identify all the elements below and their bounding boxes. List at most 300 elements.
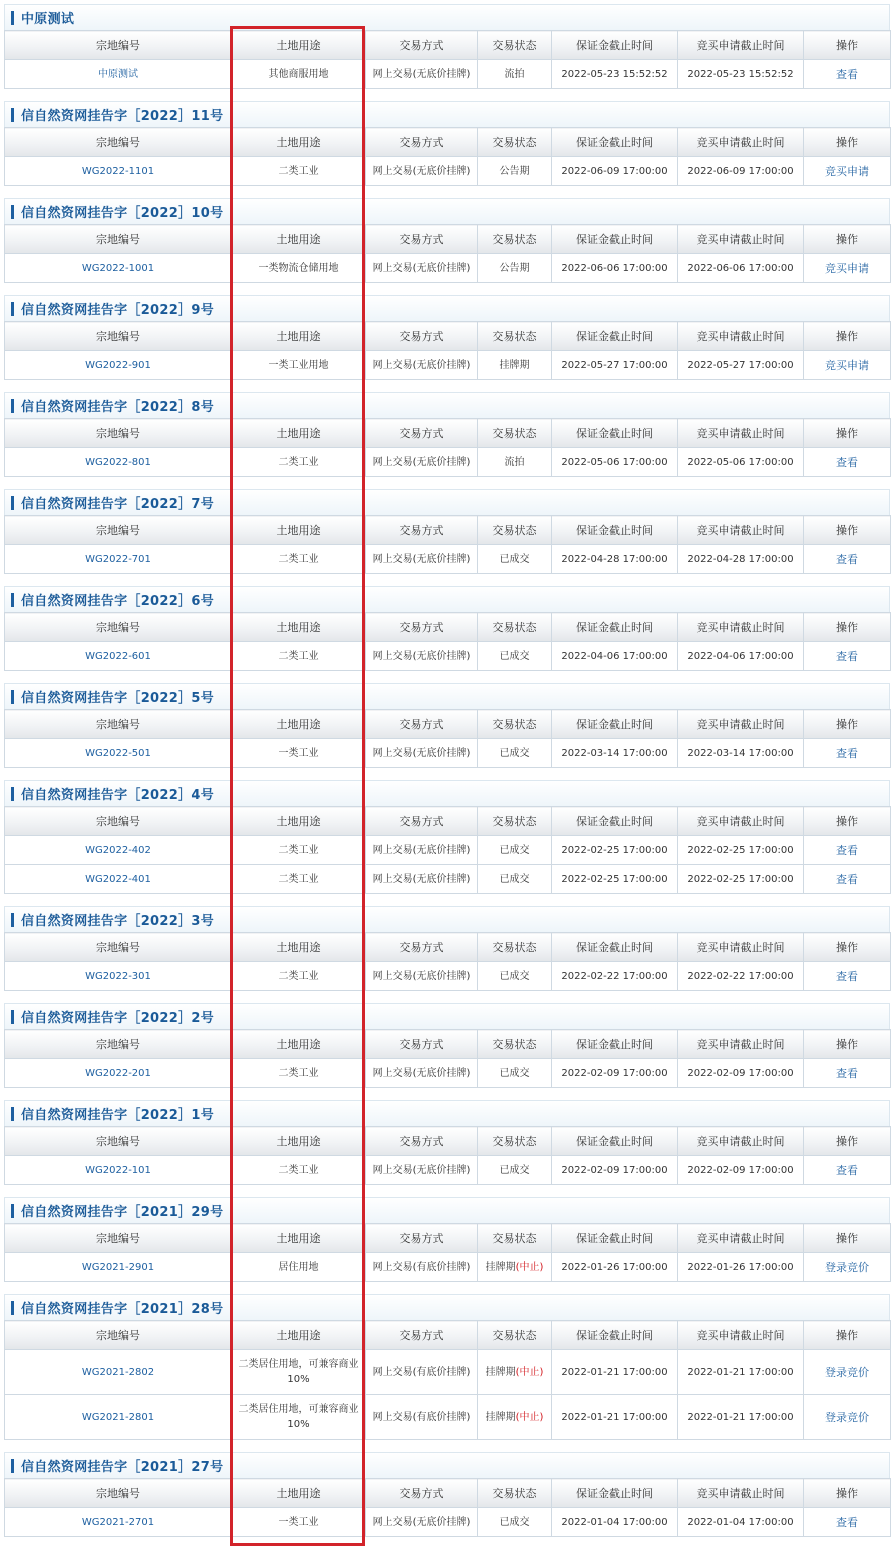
header-bid-deadline: 竞买申请截止时间 — [678, 933, 804, 962]
notice-title-bar — [4, 392, 890, 418]
notice-section — [4, 101, 890, 186]
table-header-row — [5, 322, 891, 351]
header-bid-deadline: 竞买申请截止时间 — [678, 1030, 804, 1059]
notice-title: 信自然资网挂告字［2022］7号 — [21, 497, 215, 512]
trade-mode-cell: 网上交易(无底价挂牌) — [366, 60, 478, 89]
header-deposit-deadline: 保证金截止时间 — [552, 1321, 678, 1350]
status-text: 流拍 — [504, 456, 525, 468]
parcel-id-link[interactable]: WG2021-2701 — [5, 1508, 232, 1537]
action-link[interactable]: 登录竞价 — [804, 1253, 891, 1282]
notice-section — [4, 906, 890, 991]
header-trade-status: 交易状态 — [478, 933, 552, 962]
status-text: 挂牌期 — [485, 1261, 516, 1273]
suspended-badge: (中止) — [515, 1261, 544, 1273]
trade-status-cell — [478, 1253, 552, 1282]
land-use-cell: 二类工业 — [232, 448, 366, 477]
bid-deadline-cell: 2022-02-25 17:00:00 — [678, 836, 804, 865]
parcel-table — [4, 1126, 891, 1185]
header-parcel-no: 宗地编号 — [5, 710, 232, 739]
header-bid-deadline: 竞买申请截止时间 — [678, 710, 804, 739]
header-action: 操作 — [804, 613, 891, 642]
trade-mode-cell: 网上交易(无底价挂牌) — [366, 448, 478, 477]
notice-title: 信自然资网挂告字［2022］6号 — [21, 594, 215, 609]
notice-section — [4, 4, 890, 89]
parcel-id-link[interactable]: WG2021-2801 — [5, 1395, 232, 1440]
bid-deadline-cell: 2022-04-06 17:00:00 — [678, 642, 804, 671]
header-bid-deadline: 竞买申请截止时间 — [678, 1321, 804, 1350]
bid-deadline-cell: 2022-01-26 17:00:00 — [678, 1253, 804, 1282]
deposit-deadline-cell: 2022-02-22 17:00:00 — [552, 962, 678, 991]
header-parcel-no: 宗地编号 — [5, 1030, 232, 1059]
header-deposit-deadline: 保证金截止时间 — [552, 613, 678, 642]
table-row — [5, 254, 891, 283]
land-use-cell: 居住用地 — [232, 1253, 366, 1282]
trade-status-cell — [478, 642, 552, 671]
header-land-use: 土地用途 — [232, 807, 366, 836]
deposit-deadline-cell: 2022-01-04 17:00:00 — [552, 1508, 678, 1537]
notice-title-bar — [4, 1197, 890, 1223]
table-header-row — [5, 613, 891, 642]
notice-section — [4, 1197, 890, 1282]
header-trade-mode: 交易方式 — [366, 516, 478, 545]
header-trade-status: 交易状态 — [478, 1127, 552, 1156]
title-marker-icon — [11, 1301, 14, 1315]
land-use-cell: 一类工业 — [232, 739, 366, 768]
table-row — [5, 1395, 891, 1440]
header-land-use: 土地用途 — [232, 1030, 366, 1059]
parcel-id-link[interactable]: 中原测试 — [5, 60, 232, 89]
notice-section — [4, 683, 890, 768]
header-trade-status: 交易状态 — [478, 322, 552, 351]
header-parcel-no: 宗地编号 — [5, 516, 232, 545]
header-trade-status: 交易状态 — [478, 419, 552, 448]
header-parcel-no: 宗地编号 — [5, 322, 232, 351]
header-trade-status: 交易状态 — [478, 1030, 552, 1059]
notice-section — [4, 295, 890, 380]
notice-title: 信自然资网挂告字［2021］27号 — [21, 1460, 224, 1475]
header-deposit-deadline: 保证金截止时间 — [552, 419, 678, 448]
title-marker-icon — [11, 1107, 14, 1121]
deposit-deadline-cell: 2022-06-06 17:00:00 — [552, 254, 678, 283]
trade-mode-cell: 网上交易(无底价挂牌) — [366, 865, 478, 894]
parcel-table — [4, 1029, 891, 1088]
header-action: 操作 — [804, 31, 891, 60]
section-gap — [4, 1282, 890, 1294]
header-action: 操作 — [804, 710, 891, 739]
header-deposit-deadline: 保证金截止时间 — [552, 933, 678, 962]
parcel-id-link[interactable]: WG2022-402 — [5, 836, 232, 865]
header-bid-deadline: 竞买申请截止时间 — [678, 128, 804, 157]
action-link[interactable]: 查看 — [804, 836, 891, 865]
header-land-use: 土地用途 — [232, 31, 366, 60]
header-land-use: 土地用途 — [232, 128, 366, 157]
trade-status-cell — [478, 1156, 552, 1185]
trade-status-cell — [478, 1350, 552, 1395]
notice-title: 信自然资网挂告字［2022］11号 — [21, 109, 224, 124]
parcel-table — [4, 30, 891, 89]
trade-mode-cell: 网上交易(无底价挂牌) — [366, 545, 478, 574]
table-header-row — [5, 807, 891, 836]
bid-deadline-cell: 2022-05-06 17:00:00 — [678, 448, 804, 477]
table-row — [5, 836, 891, 865]
header-trade-status: 交易状态 — [478, 225, 552, 254]
land-use-cell: 二类工业 — [232, 836, 366, 865]
notice-title-bar — [4, 1100, 890, 1126]
header-deposit-deadline: 保证金截止时间 — [552, 1224, 678, 1253]
header-land-use: 土地用途 — [232, 1479, 366, 1508]
notice-title-bar — [4, 295, 890, 321]
header-land-use: 土地用途 — [232, 710, 366, 739]
notice-title-bar — [4, 586, 890, 612]
land-use-cell: 二类工业 — [232, 642, 366, 671]
parcel-id-link[interactable]: WG2022-501 — [5, 739, 232, 768]
status-text: 已成交 — [499, 873, 530, 885]
trade-status-cell — [478, 836, 552, 865]
header-action: 操作 — [804, 1321, 891, 1350]
parcel-id-link[interactable]: WG2022-801 — [5, 448, 232, 477]
header-trade-status: 交易状态 — [478, 516, 552, 545]
deposit-deadline-cell: 2022-06-09 17:00:00 — [552, 157, 678, 186]
header-trade-mode: 交易方式 — [366, 807, 478, 836]
section-gap — [4, 991, 890, 1003]
bid-deadline-cell: 2022-03-14 17:00:00 — [678, 739, 804, 768]
header-deposit-deadline: 保证金截止时间 — [552, 1030, 678, 1059]
notice-title: 信自然资网挂告字［2022］5号 — [21, 691, 215, 706]
status-text: 公告期 — [499, 165, 530, 177]
header-action: 操作 — [804, 516, 891, 545]
trade-mode-cell: 网上交易(无底价挂牌) — [366, 1508, 478, 1537]
trade-mode-cell: 网上交易(无底价挂牌) — [366, 836, 478, 865]
action-link[interactable]: 竞买申请 — [804, 157, 891, 186]
title-marker-icon — [11, 913, 14, 927]
notice-title-bar — [4, 489, 890, 515]
parcel-table — [4, 321, 891, 380]
table-row — [5, 448, 891, 477]
header-deposit-deadline: 保证金截止时间 — [552, 31, 678, 60]
header-parcel-no: 宗地编号 — [5, 1127, 232, 1156]
trade-mode-cell: 网上交易(有底价挂牌) — [366, 1253, 478, 1282]
notice-title: 中原测试 — [21, 12, 75, 27]
trade-mode-cell: 网上交易(无底价挂牌) — [366, 642, 478, 671]
notice-section — [4, 1003, 890, 1088]
parcel-table — [4, 932, 891, 991]
header-trade-mode: 交易方式 — [366, 225, 478, 254]
table-header-row — [5, 225, 891, 254]
trade-mode-cell: 网上交易(无底价挂牌) — [366, 739, 478, 768]
parcel-id-link[interactable]: WG2022-301 — [5, 962, 232, 991]
trade-status-cell — [478, 1059, 552, 1088]
header-action: 操作 — [804, 1479, 891, 1508]
table-header-row — [5, 516, 891, 545]
notice-title-bar — [4, 101, 890, 127]
parcel-table — [4, 127, 891, 186]
action-link[interactable]: 查看 — [804, 1059, 891, 1088]
action-link[interactable]: 竞买申请 — [804, 254, 891, 283]
section-gap — [4, 283, 890, 295]
title-marker-icon — [11, 787, 14, 801]
status-text: 挂牌期 — [485, 1366, 516, 1378]
status-text: 已成交 — [499, 1516, 530, 1528]
parcel-table — [4, 806, 891, 894]
action-link[interactable]: 登录竞价 — [804, 1350, 891, 1395]
notice-title: 信自然资网挂告字［2022］4号 — [21, 788, 215, 803]
action-link[interactable]: 竞买申请 — [804, 351, 891, 380]
header-action: 操作 — [804, 1030, 891, 1059]
notice-title: 信自然资网挂告字［2022］1号 — [21, 1108, 215, 1123]
header-trade-mode: 交易方式 — [366, 31, 478, 60]
header-trade-mode: 交易方式 — [366, 613, 478, 642]
status-text: 已成交 — [499, 747, 530, 759]
header-deposit-deadline: 保证金截止时间 — [552, 807, 678, 836]
header-trade-mode: 交易方式 — [366, 1479, 478, 1508]
land-use-cell: 一类工业用地 — [232, 351, 366, 380]
land-use-cell: 一类物流仓储用地 — [232, 254, 366, 283]
notice-section — [4, 780, 890, 894]
notice-title-bar — [4, 780, 890, 806]
parcel-id-link[interactable]: WG2022-401 — [5, 865, 232, 894]
header-deposit-deadline: 保证金截止时间 — [552, 1479, 678, 1508]
action-link[interactable]: 查看 — [804, 642, 891, 671]
parcel-id-link[interactable]: WG2022-901 — [5, 351, 232, 380]
bid-deadline-cell: 2022-05-27 17:00:00 — [678, 351, 804, 380]
parcel-id-link[interactable]: WG2022-101 — [5, 1156, 232, 1185]
header-bid-deadline: 竞买申请截止时间 — [678, 322, 804, 351]
parcel-table — [4, 224, 891, 283]
notice-section — [4, 1294, 890, 1440]
title-marker-icon — [11, 108, 14, 122]
notice-title: 信自然资网挂告字［2021］28号 — [21, 1302, 224, 1317]
parcel-id-link[interactable]: WG2022-1101 — [5, 157, 232, 186]
section-gap — [4, 89, 890, 101]
section-gap — [4, 186, 890, 198]
section-gap — [4, 1185, 890, 1197]
status-text: 挂牌期 — [485, 1411, 516, 1423]
bid-deadline-cell: 2022-06-06 17:00:00 — [678, 254, 804, 283]
parcel-id-link[interactable]: WG2021-2901 — [5, 1253, 232, 1282]
header-land-use: 土地用途 — [232, 933, 366, 962]
notice-title: 信自然资网挂告字［2022］9号 — [21, 303, 215, 318]
status-text: 已成交 — [499, 970, 530, 982]
table-row — [5, 545, 891, 574]
action-link[interactable]: 查看 — [804, 448, 891, 477]
header-deposit-deadline: 保证金截止时间 — [552, 516, 678, 545]
table-header-row — [5, 710, 891, 739]
trade-status-cell — [478, 254, 552, 283]
action-link[interactable]: 查看 — [804, 545, 891, 574]
deposit-deadline-cell: 2022-02-09 17:00:00 — [552, 1059, 678, 1088]
parcel-id-link[interactable]: WG2022-201 — [5, 1059, 232, 1088]
action-link[interactable]: 查看 — [804, 739, 891, 768]
header-trade-status: 交易状态 — [478, 1224, 552, 1253]
table-row — [5, 351, 891, 380]
land-use-cell: 二类工业 — [232, 1156, 366, 1185]
table-row — [5, 642, 891, 671]
table-row — [5, 739, 891, 768]
header-parcel-no: 宗地编号 — [5, 933, 232, 962]
section-gap — [4, 477, 890, 489]
deposit-deadline-cell: 2022-05-27 17:00:00 — [552, 351, 678, 380]
parcel-id-link[interactable]: WG2022-1001 — [5, 254, 232, 283]
title-marker-icon — [11, 1459, 14, 1473]
header-trade-mode: 交易方式 — [366, 1224, 478, 1253]
trade-mode-cell: 网上交易(有底价挂牌) — [366, 1350, 478, 1395]
deposit-deadline-cell: 2022-02-25 17:00:00 — [552, 865, 678, 894]
parcel-table — [4, 515, 891, 574]
table-row — [5, 1253, 891, 1282]
notice-title-bar — [4, 1452, 890, 1478]
title-marker-icon — [11, 11, 14, 25]
header-trade-status: 交易状态 — [478, 613, 552, 642]
header-bid-deadline: 竞买申请截止时间 — [678, 419, 804, 448]
header-land-use: 土地用途 — [232, 419, 366, 448]
section-gap — [4, 380, 890, 392]
trade-status-cell — [478, 962, 552, 991]
table-row — [5, 157, 891, 186]
section-gap — [4, 1440, 890, 1452]
action-link[interactable]: 查看 — [804, 1156, 891, 1185]
table-row — [5, 1156, 891, 1185]
action-link[interactable]: 查看 — [804, 865, 891, 894]
land-use-cell: 二类工业 — [232, 865, 366, 894]
notice-title-bar — [4, 1294, 890, 1320]
header-trade-mode: 交易方式 — [366, 1030, 478, 1059]
status-text: 公告期 — [499, 262, 530, 274]
land-use-cell: 二类工业 — [232, 962, 366, 991]
action-link[interactable]: 查看 — [804, 1508, 891, 1537]
header-action: 操作 — [804, 807, 891, 836]
parcel-id-link[interactable]: WG2022-601 — [5, 642, 232, 671]
parcel-table — [4, 1478, 891, 1537]
header-trade-mode: 交易方式 — [366, 419, 478, 448]
title-marker-icon — [11, 302, 14, 316]
header-trade-status: 交易状态 — [478, 710, 552, 739]
header-parcel-no: 宗地编号 — [5, 1224, 232, 1253]
header-parcel-no: 宗地编号 — [5, 807, 232, 836]
trade-status-cell — [478, 351, 552, 380]
suspended-badge: (中止) — [515, 1411, 544, 1423]
deposit-deadline-cell: 2022-02-25 17:00:00 — [552, 836, 678, 865]
header-trade-mode: 交易方式 — [366, 1127, 478, 1156]
notice-title-bar — [4, 4, 890, 30]
table-row — [5, 60, 891, 89]
table-header-row — [5, 933, 891, 962]
action-link[interactable]: 登录竞价 — [804, 1395, 891, 1440]
trade-status-cell — [478, 1395, 552, 1440]
notice-title-bar — [4, 198, 890, 224]
header-land-use: 土地用途 — [232, 1224, 366, 1253]
header-trade-mode: 交易方式 — [366, 128, 478, 157]
header-parcel-no: 宗地编号 — [5, 1321, 232, 1350]
title-marker-icon — [11, 690, 14, 704]
header-action: 操作 — [804, 419, 891, 448]
section-gap — [4, 894, 890, 906]
trade-mode-cell: 网上交易(无底价挂牌) — [366, 351, 478, 380]
header-land-use: 土地用途 — [232, 613, 366, 642]
table-row — [5, 1059, 891, 1088]
header-bid-deadline: 竞买申请截止时间 — [678, 225, 804, 254]
header-trade-status: 交易状态 — [478, 1479, 552, 1508]
notice-section — [4, 586, 890, 671]
header-trade-mode: 交易方式 — [366, 1321, 478, 1350]
header-action: 操作 — [804, 1224, 891, 1253]
action-link[interactable]: 查看 — [804, 962, 891, 991]
header-bid-deadline: 竞买申请截止时间 — [678, 807, 804, 836]
header-action: 操作 — [804, 1127, 891, 1156]
header-bid-deadline: 竞买申请截止时间 — [678, 1127, 804, 1156]
action-link[interactable]: 查看 — [804, 60, 891, 89]
notice-title-bar — [4, 683, 890, 709]
table-header-row — [5, 419, 891, 448]
table-row — [5, 865, 891, 894]
trade-mode-cell: 网上交易(无底价挂牌) — [366, 254, 478, 283]
parcel-table — [4, 1320, 891, 1440]
section-gap — [4, 1088, 890, 1100]
title-marker-icon — [11, 496, 14, 510]
notice-title: 信自然资网挂告字［2022］2号 — [21, 1011, 215, 1026]
trade-status-cell — [478, 545, 552, 574]
parcel-table — [4, 418, 891, 477]
header-trade-mode: 交易方式 — [366, 933, 478, 962]
status-text: 已成交 — [499, 1164, 530, 1176]
notice-section — [4, 392, 890, 477]
trade-mode-cell: 网上交易(无底价挂牌) — [366, 962, 478, 991]
deposit-deadline-cell: 2022-01-21 17:00:00 — [552, 1395, 678, 1440]
header-land-use: 土地用途 — [232, 1321, 366, 1350]
land-use-cell: 二类工业 — [232, 545, 366, 574]
status-text: 流拍 — [504, 68, 525, 80]
header-land-use: 土地用途 — [232, 1127, 366, 1156]
bid-deadline-cell: 2022-01-04 17:00:00 — [678, 1508, 804, 1537]
status-text: 已成交 — [499, 650, 530, 662]
header-action: 操作 — [804, 322, 891, 351]
trade-mode-cell: 网上交易(无底价挂牌) — [366, 1059, 478, 1088]
parcel-id-link[interactable]: WG2022-701 — [5, 545, 232, 574]
trade-status-cell — [478, 60, 552, 89]
header-bid-deadline: 竞买申请截止时间 — [678, 1224, 804, 1253]
parcel-id-link[interactable]: WG2021-2802 — [5, 1350, 232, 1395]
table-row — [5, 962, 891, 991]
table-header-row — [5, 1224, 891, 1253]
bid-deadline-cell: 2022-05-23 15:52:52 — [678, 60, 804, 89]
notice-section — [4, 1452, 890, 1537]
section-gap — [4, 768, 890, 780]
land-use-cell: 其他商服用地 — [232, 60, 366, 89]
land-use-cell: 二类居住用地，可兼容商业10% — [232, 1395, 366, 1440]
title-marker-icon — [11, 1204, 14, 1218]
bid-deadline-cell: 2022-02-09 17:00:00 — [678, 1156, 804, 1185]
header-trade-status: 交易状态 — [478, 31, 552, 60]
notice-title: 信自然资网挂告字［2022］10号 — [21, 206, 224, 221]
header-deposit-deadline: 保证金截止时间 — [552, 225, 678, 254]
trade-status-cell — [478, 865, 552, 894]
table-header-row — [5, 128, 891, 157]
header-action: 操作 — [804, 933, 891, 962]
header-action: 操作 — [804, 128, 891, 157]
land-use-cell: 二类工业 — [232, 157, 366, 186]
land-use-cell: 一类工业 — [232, 1508, 366, 1537]
status-text: 已成交 — [499, 844, 530, 856]
header-trade-status: 交易状态 — [478, 1321, 552, 1350]
parcel-table — [4, 709, 891, 768]
bid-deadline-cell: 2022-02-25 17:00:00 — [678, 865, 804, 894]
header-parcel-no: 宗地编号 — [5, 31, 232, 60]
header-parcel-no: 宗地编号 — [5, 128, 232, 157]
section-gap — [4, 574, 890, 586]
suspended-badge: (中止) — [515, 1366, 544, 1378]
table-header-row — [5, 1321, 891, 1350]
bid-deadline-cell: 2022-04-28 17:00:00 — [678, 545, 804, 574]
notice-section — [4, 489, 890, 574]
